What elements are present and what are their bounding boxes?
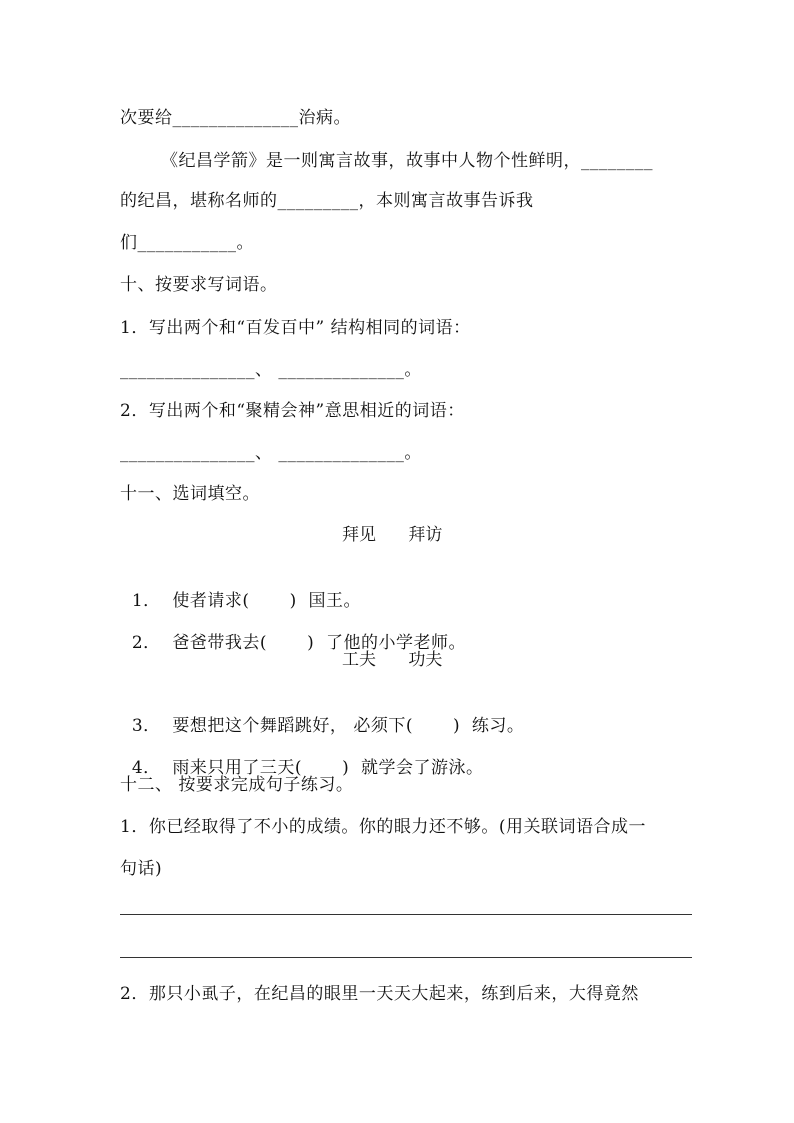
section-12-title: 十二、 按要求完成句子练习。 xyxy=(120,775,354,795)
section-10-question-1: 1．写出两个和“百发百中” 结构相同的词语： xyxy=(120,318,471,338)
section-10-question-2: 2．写出两个和“聚精会神”意思相近的词语： xyxy=(120,401,465,421)
section-11-title: 十一、选词填空。 xyxy=(120,484,260,504)
question-3-prefix: 3． 要想把这个舞蹈跳好， 必须下( xyxy=(131,716,413,736)
question-2-prefix: 2． 爸爸带我去( xyxy=(131,633,268,653)
answer-line-1[interactable] xyxy=(120,914,692,915)
section-10-title: 十、按要求写词语。 xyxy=(120,275,278,295)
text-line-fable-lesson: 们___________。 xyxy=(120,233,254,253)
text-line-fill-blank-cure: 次要给______________治病。 xyxy=(120,108,351,128)
section-12-question-2-line-1: 2．那只小虱子，在纪昌的眼里一天天大起来，练到后来，大得竟然 xyxy=(120,984,639,1004)
section-10-question-1-blanks[interactable]: _______________、 ______________。 xyxy=(120,360,422,380)
answer-line-2[interactable] xyxy=(120,957,692,958)
section-11-question-1 xyxy=(120,565,361,613)
question-3-suffix: ) 练习。 xyxy=(452,716,525,736)
question-4-prefix: 4． 雨来只用了三天( xyxy=(131,758,303,778)
section-12-question-1-line-1: 1．你已经取得了不小的成绩。你的眼力还不够。(用关联词语合成一 xyxy=(120,817,646,837)
text-line-fable-teacher: 的纪昌，堪称名师的_________，本则寓言故事告诉我 xyxy=(120,191,534,211)
word-choice-pair-2: 工夫 功夫 xyxy=(342,650,443,670)
question-4-suffix: ) 就学会了游泳。 xyxy=(342,758,484,778)
word-choice-pair-1: 拜见 拜访 xyxy=(342,525,443,545)
section-10-question-2-blanks[interactable]: _______________、 ______________。 xyxy=(120,443,422,463)
question-1-prefix: 1． 使者请求( xyxy=(131,591,250,611)
text-line-fable-intro: 《纪昌学箭》是一则寓言故事，故事中人物个性鲜明，________ xyxy=(161,151,653,171)
question-1-suffix: ) 国王。 xyxy=(289,591,362,611)
section-11-question-3 xyxy=(120,690,524,738)
section-12-question-1-line-2: 句话) xyxy=(120,859,163,879)
question-2-suffix: ) 了他的小学老师。 xyxy=(307,633,467,653)
